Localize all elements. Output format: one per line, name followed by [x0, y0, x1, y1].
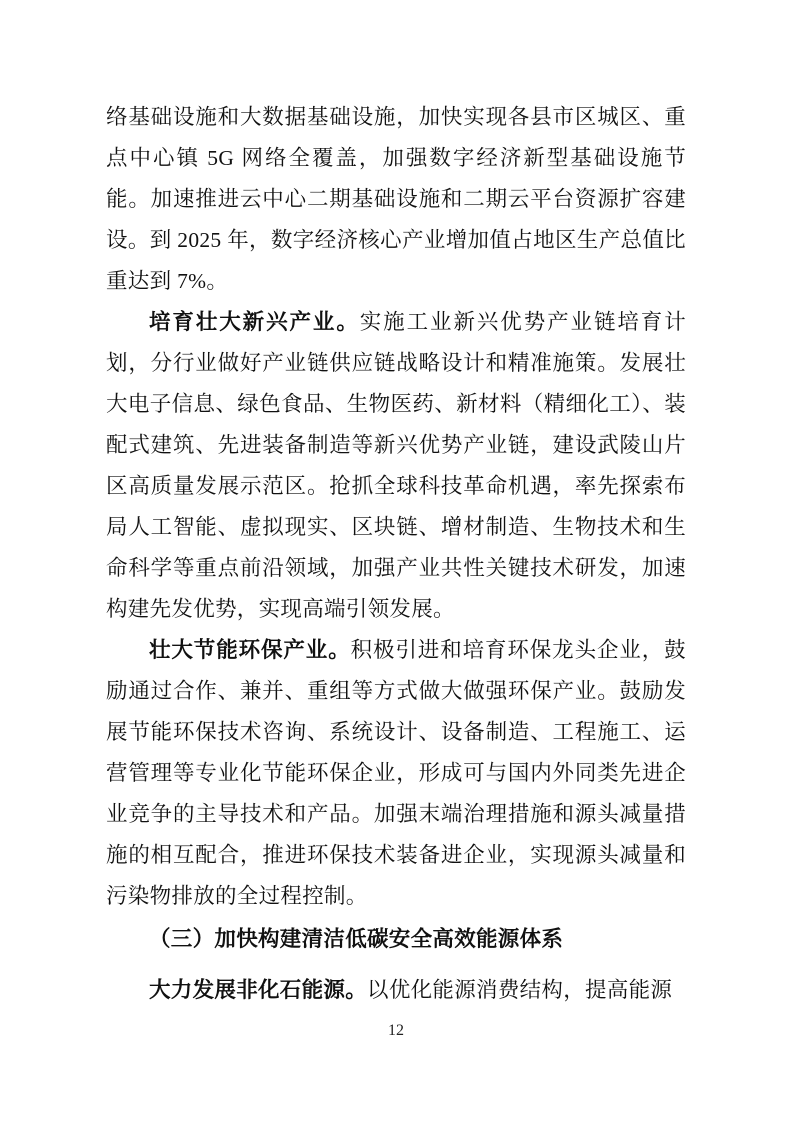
- paragraph-digital-infrastructure-continuation: [106, 97, 686, 302]
- paragraph-body-emerging-industries: 实施工业新兴优势产业链培育计划，分行业做好产业链供应链战略设计和精准施策。发展壮大电子信息、绿色食品、生物医药、新材料（精细化工）、装配式建筑、先进装备制造等新兴优势产业链，建设武陵山片区高质量发展示范区。抢抓全球科技革命机遇，率先探索布局人工智能、虚拟现实、区块链、增材制造、生物技术和生命科学等重点前沿领域，加强产业共性关键技术研发，加速构建先发优势，实现高端引领发展。: [106, 310, 686, 621]
- paragraph-body-energy-saving-industry: 积极引进和培育环保龙头企业，鼓励通过合作、兼并、重组等方式做大做强环保产业。鼓励发展节能环保技术咨询、系统设计、设备制造、工程施工、运营管理等专业化节能环保企业，形成可与国内外同类先进企业竞争的主导技术和产品。加强末端治理措施和源头减量措施的相互配合，推进环保技术装备进企业，实现源头减量和污染物排放的全过程控制。: [106, 638, 686, 908]
- paragraph-energy-saving-industry: [106, 630, 686, 917]
- page-number: 12: [388, 1022, 404, 1039]
- paragraph-body-non-fossil-energy: 以优化能源消费结构，提高能源: [367, 978, 673, 1002]
- paragraph-lead-energy-saving-industry: 壮大节能环保产业。: [149, 638, 351, 662]
- paragraph-emerging-industries: [106, 302, 686, 630]
- section-heading-energy-system: （三）加快构建清洁低碳安全高效能源体系: [149, 927, 564, 951]
- paragraph-lead-emerging-industries: 培育壮大新兴产业。: [149, 310, 360, 334]
- paragraph-non-fossil-energy: [106, 970, 686, 1011]
- document-text-block: [106, 97, 686, 1011]
- paragraph-text: 络基础设施和大数据基础设施，加快实现各县市区城区、重点中心镇 5G 网络全覆盖，加强数字经济新型基础设施节能。加速推进云中心二期基础设施和二期云平台资源扩容建设。到 2025 年，数字经济核心产业增加值占地区生产总值比重达到 7%。: [106, 105, 686, 293]
- paragraph-lead-non-fossil-energy: 大力发展非化石能源。: [149, 978, 368, 1002]
